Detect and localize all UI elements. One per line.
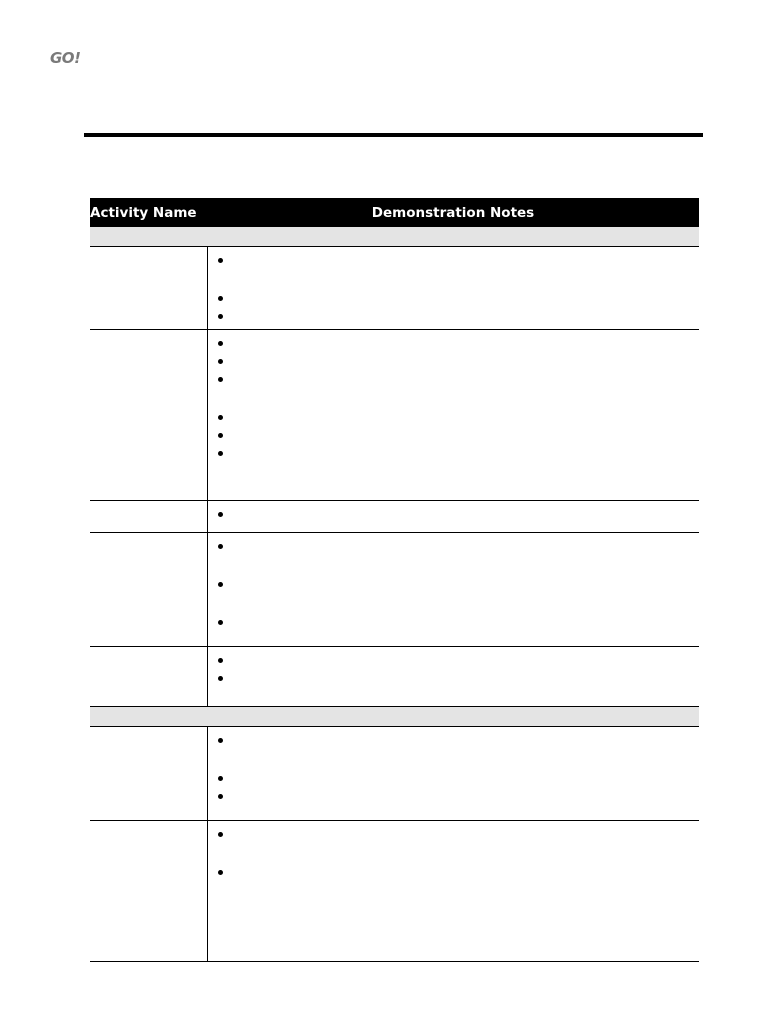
activity-name-cell <box>90 533 207 647</box>
table-row <box>90 501 699 533</box>
bullet-item <box>208 372 700 410</box>
section-header-row <box>90 227 699 247</box>
notes-cell <box>207 647 699 707</box>
bullet-item <box>208 309 700 327</box>
activity-name-cell <box>90 247 207 330</box>
bullet-item <box>208 507 700 525</box>
notes-cell <box>207 821 699 962</box>
bullet-item <box>208 354 700 372</box>
table-row <box>90 247 699 330</box>
bullet-item <box>208 428 700 446</box>
activity-name-cell <box>90 501 207 533</box>
table-row <box>90 821 699 962</box>
bullet-item <box>208 827 700 865</box>
notes-cell <box>207 501 699 533</box>
bullet-item <box>208 291 700 309</box>
table-row <box>90 647 699 707</box>
bullet-item <box>208 671 700 689</box>
bullet-item <box>208 771 700 789</box>
column-header-demonstration-notes: Demonstration Notes <box>207 198 699 227</box>
activity-name-cell <box>90 821 207 962</box>
bullet-item <box>208 336 700 354</box>
bullet-item <box>208 410 700 428</box>
demonstration-notes-table <box>90 198 699 962</box>
header-rule <box>84 133 703 137</box>
bullet-item <box>208 615 700 633</box>
table-row <box>90 330 699 501</box>
bullet-item <box>208 733 700 771</box>
notes-cell <box>207 247 699 330</box>
activity-name-cell <box>90 647 207 707</box>
notes-cell <box>207 727 699 821</box>
notes-cell <box>207 533 699 647</box>
table-header-row <box>90 198 699 227</box>
section-header-row <box>90 707 699 727</box>
bullet-item <box>208 577 700 615</box>
table-row <box>90 533 699 647</box>
bullet-item <box>208 789 700 807</box>
activity-name-cell <box>90 330 207 501</box>
table-row <box>90 727 699 821</box>
bullet-item <box>208 653 700 671</box>
bullet-item <box>208 446 700 464</box>
notes-cell <box>207 330 699 501</box>
go-logo: GO! <box>50 49 81 67</box>
column-header-activity-name: Activity Name <box>90 198 207 227</box>
activity-name-cell <box>90 727 207 821</box>
bullet-item <box>208 865 700 883</box>
bullet-item <box>208 253 700 291</box>
bullet-item <box>208 539 700 577</box>
